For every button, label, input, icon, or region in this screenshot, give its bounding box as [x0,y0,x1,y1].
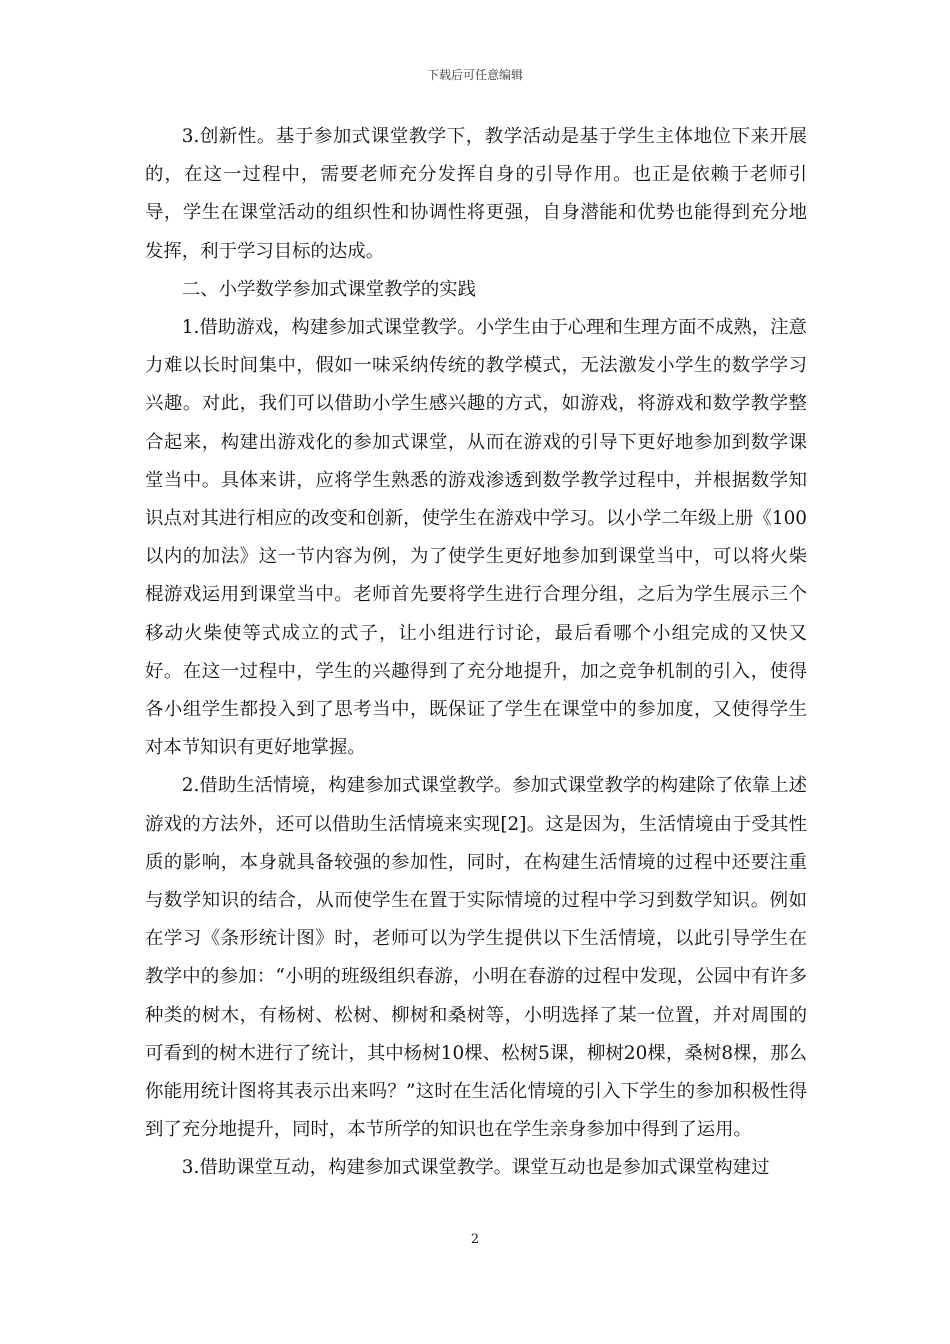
paragraph-innovation: 3.创新性。基于参加式课堂教学下，教学活动是基于学生主体地位下来开展的，在这一过程中，需要老师充分发挥自身的引导作用。也正是依赖于老师引导，学生在课堂活动的组织性和协调性将更强，自身潜能和优势也能得到充分地发挥，利于学习目标的达成。 [145,126,807,262]
paragraph-games: 1.借助游戏，构建参加式课堂教学。小学生由于心理和生理方面不成熟，注意力难以长时间集中，假如一味采纳传统的教学模式，无法激发小学生的数学学习兴趣。对此，我们可以借助小学生感兴趣的方式，如游戏，将游戏和数学教学整合起来，构建出游戏化的参加式课堂，从而在游戏的引导下更好地参加到数学课堂当中。具体来讲，应将学生熟悉的游戏渗透到数学教学过程中，并根据数学知识点对其进行相应的改变和创新，使学生在游戏中学习。以小学二年级上册《100以内的加法》这一节内容为例，为了使学生更好地参加到课堂当中，可以将火柴棍游戏运用到课堂当中。老师首先要将学生进行合理分组，之后为学生展示三个移动火柴使等式成立的式子，让小组进行讨论，最后看哪个小组完成的又快又好。在这一过程中，学生的兴趣得到了充分地提升，加之竞争机制的引入，使得各小组学生都投入到了思考当中，既保证了学生在课堂中的参加度，又使得学生对本节知识有更好地掌握。 [145,317,807,759]
page-number: 2 [470,1232,480,1247]
paragraph-life-situations: 2.借助生活情境，构建参加式课堂教学。参加式课堂教学的构建除了依靠上述游戏的方法外，还可以借助生活情境来实现[2]。这是因为，生活情境由于受其性质的影响，本身就具备较强的参加性，同时，在构建生活情境的过程中还要注重与数学知识的结合，从而使学生在置于实际情境的过程中学习到数学知识。例如在学习《条形统计图》时，老师可以为学生提供以下生活情境，以此引导学生在教学中的参加：“小明的班级组织春游，小明在春游的过程中发现，公园中有许多种类的树木，有杨树、松树、柳树和桑树等，小明选择了某一位置，并对周围的可看到的树木进行了统计，其中杨树10棵、松树5课，柳树20棵，桑树8棵，那么你能用统计图将其表示出来吗？”这时在生活化情境的引入下学生的参加积极性得到了充分地提升，同时，本节所学的知识也在学生亲身参加中得到了运用。 [145,775,807,1141]
paragraph-classroom-interaction: 3.借助课堂互动，构建参加式课堂教学。课堂互动也是参加式课堂构建过 [181,1157,770,1179]
page-header: 下载后可任意编辑 [426,68,523,82]
document-body [145,118,807,1188]
section-heading-practice: 二、小学数学参加式课堂教学的实践 [181,278,477,300]
